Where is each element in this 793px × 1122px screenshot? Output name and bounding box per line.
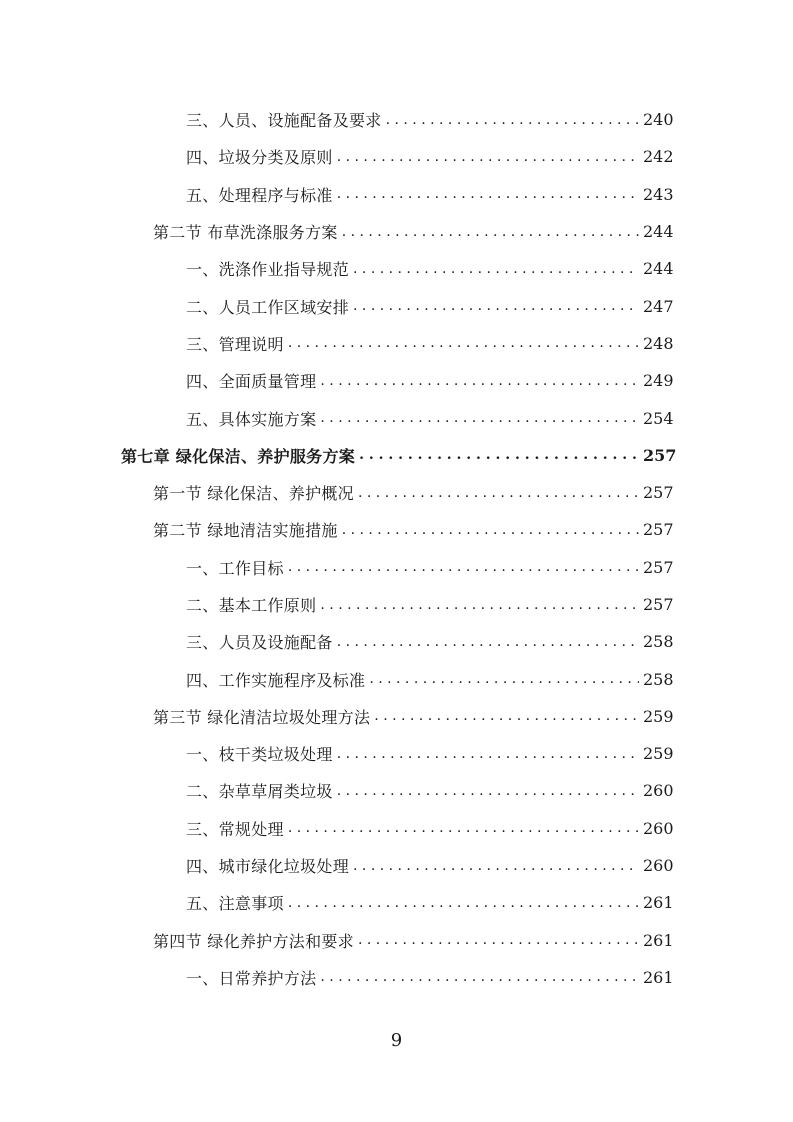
toc-entry-page: 243: [643, 184, 674, 204]
toc-entry-page: 257: [643, 557, 674, 577]
toc-entry-page: 257: [643, 520, 674, 540]
toc-dot-leader: [288, 820, 639, 836]
toc-entry[interactable]: [0, 474, 793, 511]
toc-dot-leader: [337, 746, 639, 762]
toc-entry-title: 五、具体实施方案: [186, 409, 317, 429]
toc-entry-title: 一、日常养护方法: [186, 968, 317, 988]
toc-entry[interactable]: [0, 735, 793, 772]
toc-entry-page: 261: [643, 967, 674, 987]
toc-dot-leader: [337, 186, 639, 202]
toc-entry-title: 三、管理说明: [186, 334, 284, 354]
toc-entry[interactable]: [0, 138, 793, 175]
toc-entry[interactable]: [0, 698, 793, 735]
toc-entry[interactable]: [0, 772, 793, 809]
toc-entry[interactable]: [0, 959, 793, 996]
toc-entry-title: 五、注意事项: [186, 894, 284, 914]
toc-entry-page: 261: [643, 893, 674, 913]
toc-entry[interactable]: [0, 176, 793, 213]
toc-entry[interactable]: [0, 884, 793, 921]
toc-entry-title: 四、城市绿化垃圾处理: [186, 857, 350, 877]
toc-entry[interactable]: [0, 847, 793, 884]
page-number: 9: [390, 1030, 403, 1051]
toc-entry[interactable]: [0, 922, 793, 959]
toc-entry[interactable]: [0, 399, 793, 436]
toc-dot-leader: [337, 149, 639, 165]
toc-entry[interactable]: [0, 660, 793, 697]
toc-entry-title: 第一节 绿化保洁、养护概况: [153, 484, 354, 504]
toc-dot-leader: [386, 112, 639, 128]
toc-dot-leader: [353, 298, 639, 314]
toc-entry-page: 259: [643, 744, 674, 764]
toc-entry-page: 254: [643, 408, 674, 428]
toc-entry[interactable]: [0, 549, 793, 586]
toc-dot-leader: [358, 932, 639, 948]
toc-dot-leader: [359, 447, 639, 463]
toc-entry-page: 258: [643, 632, 674, 652]
toc-entry[interactable]: [0, 511, 793, 548]
toc-dot-leader: [342, 224, 639, 240]
toc-dot-leader: [288, 559, 639, 575]
toc-entry-page: 242: [643, 147, 674, 167]
toc-entry-page: 257: [643, 483, 674, 503]
toc-entry-page: 260: [643, 856, 674, 876]
toc-entry-title: 四、全面质量管理: [186, 372, 317, 392]
toc-entry-page: 244: [643, 222, 674, 242]
toc-entry-title: 第二节 绿地清洁实施措施: [153, 521, 338, 541]
toc-entry-page: 257: [643, 445, 677, 465]
toc-dot-leader: [320, 969, 639, 985]
toc-dot-leader: [320, 597, 639, 613]
toc-entry-title: 五、处理程序与标准: [186, 185, 333, 205]
toc-entry-title: 三、人员、设施配备及要求: [186, 111, 382, 131]
toc-entry-page: 240: [643, 110, 674, 130]
toc-entry-title: 一、工作目标: [186, 558, 284, 578]
toc-dot-leader: [342, 522, 639, 538]
toc-entry-title: 四、工作实施程序及标准: [186, 670, 366, 690]
toc-entry-page: 260: [643, 781, 674, 801]
toc-dot-leader: [374, 708, 639, 724]
toc-entry-title: 四、垃圾分类及原则: [186, 148, 333, 168]
toc-entry-page: 258: [643, 669, 674, 689]
toc-entry[interactable]: [0, 810, 793, 847]
toc-entry-title: 三、人员及设施配备: [186, 633, 333, 653]
toc-entry-title: 第三节 绿化清洁垃圾处理方法: [153, 707, 371, 727]
toc-entry[interactable]: [0, 623, 793, 660]
toc-dot-leader: [288, 335, 639, 351]
toc-entry-title: 第七章 绿化保洁、养护服务方案: [121, 446, 356, 466]
table-of-contents: [0, 101, 793, 996]
toc-entry-title: 一、洗涤作业指导规范: [186, 260, 350, 280]
toc-entry-page: 261: [643, 930, 674, 950]
toc-entry-page: 248: [643, 333, 674, 353]
toc-entry-title: 二、人员工作区域安排: [186, 297, 350, 317]
toc-dot-leader: [353, 858, 639, 874]
toc-entry-page: 260: [643, 818, 674, 838]
toc-entry-title: 二、基本工作原则: [186, 596, 317, 615]
toc-entry-page: 257: [643, 595, 674, 614]
toc-entry-page: 259: [643, 706, 674, 726]
toc-dot-leader: [353, 261, 639, 277]
toc-entry[interactable]: [0, 362, 793, 399]
toc-dot-leader: [358, 485, 639, 501]
toc-entry[interactable]: [0, 325, 793, 362]
toc-dot-leader: [320, 373, 639, 389]
toc-entry[interactable]: [0, 213, 793, 250]
toc-dot-leader: [288, 895, 639, 911]
toc-entry-title: 二、杂草草屑类垃圾: [186, 782, 333, 802]
toc-entry-title: 一、枝干类垃圾处理: [186, 745, 333, 765]
toc-dot-leader: [337, 634, 639, 650]
toc-entry-page: 244: [643, 259, 674, 279]
toc-entry-title: 第四节 绿化养护方法和要求: [153, 931, 354, 951]
toc-entry[interactable]: [0, 437, 793, 474]
toc-entry[interactable]: [0, 287, 793, 324]
toc-dot-leader: [369, 671, 639, 687]
toc-dot-leader: [337, 783, 639, 799]
toc-entry[interactable]: [0, 250, 793, 287]
toc-entry[interactable]: [0, 586, 793, 623]
toc-entry[interactable]: [0, 101, 793, 138]
toc-entry-page: 247: [643, 296, 674, 316]
toc-entry-title: 第二节 布草洗涤服务方案: [153, 223, 338, 243]
toc-entry-page: 249: [643, 371, 674, 391]
toc-dot-leader: [320, 410, 639, 426]
toc-entry-title: 三、常规处理: [186, 819, 284, 839]
